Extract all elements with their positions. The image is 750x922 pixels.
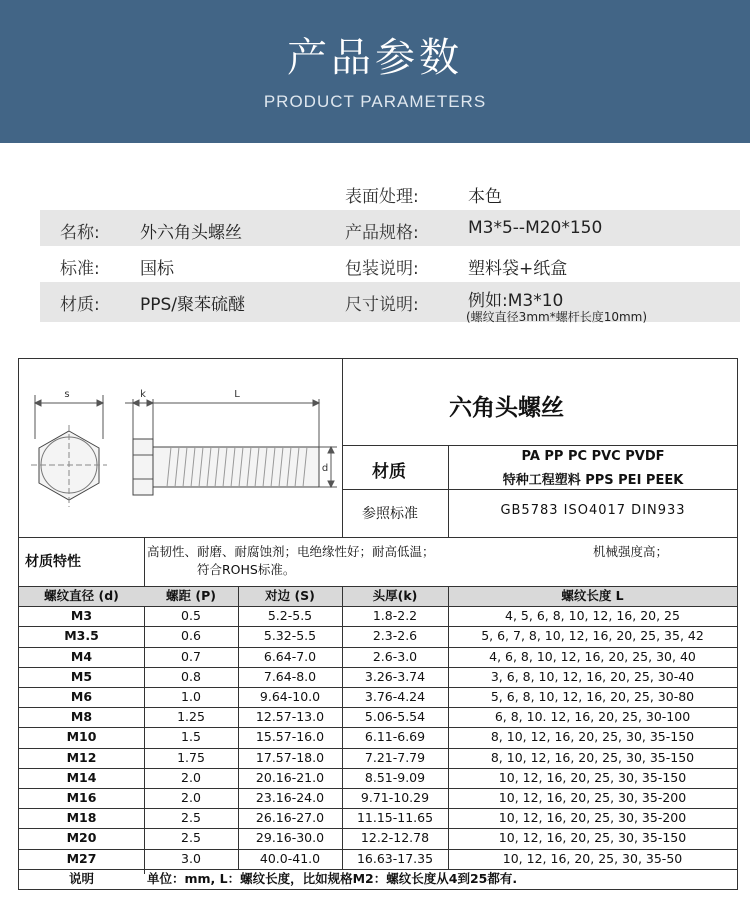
- table-cell: 0.7: [181, 648, 201, 664]
- spec-table: [18, 358, 738, 890]
- props-line-2: 符合ROHS标准。: [197, 562, 296, 577]
- table-cell: M10: [66, 729, 97, 745]
- dim-d-label: d: [321, 463, 329, 474]
- table-header-cell: 螺距 (P): [166, 588, 216, 603]
- name-label: 名称:: [60, 223, 100, 243]
- product-title: 六角头螺丝: [449, 395, 564, 421]
- table-cell: 3.76-4.24: [364, 689, 426, 704]
- table-cell: 6.11-6.69: [364, 729, 426, 745]
- table-cell: M4: [70, 648, 93, 664]
- table-cell: M27: [66, 850, 97, 866]
- table-cell: 3.0: [181, 850, 201, 866]
- table-cell: M6: [70, 689, 93, 704]
- props-line-1: 高韧性、耐磨、耐腐蚀剂；电绝缘性好；耐高低温；: [147, 544, 435, 559]
- size-value: 例如:M3*10: [468, 291, 564, 311]
- table-cell: 40.0-41.0: [259, 850, 321, 866]
- table-cell: 5.32-5.5: [263, 628, 317, 644]
- table-cell: 10, 12, 16, 20, 25, 30, 35-200: [498, 790, 687, 805]
- table-cell: 3, 6, 8, 10, 12, 16, 20, 25, 30-40: [490, 668, 695, 684]
- table-header-cell: 头厚(k): [372, 588, 418, 603]
- standard-value: 国标: [140, 259, 174, 279]
- table-cell: M12: [66, 749, 97, 765]
- standard-label: 标准:: [60, 259, 100, 279]
- table-cell: 5.2-5.5: [267, 608, 313, 624]
- table-cell: 2.6-3.0: [372, 648, 418, 664]
- table-cell: 8.51-9.09: [364, 769, 426, 785]
- note-value: 单位：mm, L：螺纹长度，比如规格M2：螺纹长度从4到25都有.: [147, 870, 518, 886]
- dim-s-label: s: [64, 389, 70, 400]
- props-label: 材质特性: [25, 554, 81, 570]
- table-cell: 7.21-7.79: [364, 749, 426, 765]
- header-banner: [0, 0, 750, 143]
- table-cell: 0.8: [181, 668, 201, 684]
- table-cell: 6, 8, 10. 12, 16, 20, 25, 30-100: [494, 709, 691, 725]
- table-cell: 10, 12, 16, 20, 25, 30, 35-200: [498, 810, 687, 826]
- table-cell: 3.26-3.74: [364, 668, 426, 684]
- bolt-drawing: [21, 367, 339, 519]
- param-row-material: [40, 282, 740, 322]
- param-row-surface: [40, 174, 740, 210]
- table-cell: 16.63-17.35: [356, 850, 434, 866]
- size-label: 尺寸说明:: [345, 295, 419, 315]
- packing-label: 包装说明:: [345, 259, 419, 279]
- table-cell: 10, 12, 16, 20, 25, 30, 35-150: [498, 830, 687, 846]
- table-header-cell: 对边 (S): [265, 588, 315, 603]
- table-cell: M8: [70, 709, 93, 725]
- table-cell: 1.8-2.2: [372, 608, 418, 624]
- table-cell: 26.16-27.0: [255, 810, 325, 826]
- table-cell: 2.0: [181, 790, 201, 805]
- packing-value: 塑料袋+纸盒: [468, 259, 568, 279]
- table-cell: 10, 12, 16, 20, 25, 30, 35-150: [498, 769, 687, 785]
- table-cell: 2.5: [181, 830, 201, 846]
- table-cell: 5, 6, 8, 10, 12, 16, 20, 25, 30-80: [490, 689, 695, 704]
- table-cell: 1.75: [177, 749, 205, 765]
- table-cell: 9.64-10.0: [259, 689, 321, 704]
- table-cell: 7.64-8.0: [263, 668, 317, 684]
- table-header-cell: 螺纹直径 (d): [44, 588, 119, 603]
- table-cell: 1.0: [181, 689, 201, 704]
- table-cell: 23.16-24.0: [255, 790, 325, 805]
- table-cell: 4, 5, 6, 8, 10, 12, 16, 20, 25: [505, 608, 680, 624]
- table-cell: 17.57-18.0: [255, 749, 325, 765]
- param-row-standard: [40, 246, 740, 282]
- table-cell: 0.5: [181, 608, 201, 624]
- spec-value: M3*5--M20*150: [468, 218, 603, 238]
- table-cell: 10, 12, 16, 20, 25, 30, 35-50: [502, 850, 683, 866]
- table-cell: 5.06-5.54: [364, 709, 426, 725]
- table-cell: M5: [70, 668, 93, 684]
- table-cell: 8, 10, 12, 16, 20, 25, 30, 35-150: [490, 729, 695, 745]
- spec-label: 产品规格:: [345, 223, 419, 243]
- table-cell: 0.6: [181, 628, 201, 644]
- surface-label: 表面处理:: [345, 187, 419, 207]
- material-value: PPS/聚苯硫醚: [140, 295, 246, 315]
- material-label: 材质:: [60, 295, 100, 315]
- material-label-cell: 材质: [372, 462, 406, 482]
- table-cell: M14: [66, 769, 97, 785]
- table-cell: 2.5: [181, 810, 201, 826]
- table-cell: 5, 6, 7, 8, 10, 12, 16, 20, 25, 35, 42: [481, 628, 704, 644]
- dim-k-label: k: [140, 389, 146, 400]
- table-cell: 1.25: [177, 709, 205, 725]
- table-cell: 9.71-10.29: [360, 790, 430, 805]
- table-cell: 4, 6, 8, 10, 12, 16, 20, 25, 30, 40: [489, 648, 696, 664]
- param-row-name: [40, 210, 740, 246]
- page-subtitle: PRODUCT PARAMETERS: [263, 92, 487, 111]
- material-line-2: 特种工程塑料 PPS PEI PEEK: [502, 473, 684, 488]
- table-cell: M3: [70, 608, 93, 624]
- standard-label-cell: 参照标准: [362, 506, 418, 522]
- dim-L-label: L: [234, 389, 240, 400]
- table-cell: 12.57-13.0: [255, 709, 325, 725]
- size-note: (螺纹直径3mm*螺杆长度10mm): [466, 310, 648, 324]
- props-extra: 机械强度高；: [593, 544, 669, 559]
- table-cell: 20.16-21.0: [255, 769, 325, 785]
- table-cell: 11.15-11.65: [356, 810, 434, 826]
- table-cell: 29.16-30.0: [255, 830, 325, 846]
- note-label: 说明: [68, 870, 94, 886]
- name-value: 外六角头螺丝: [140, 223, 242, 243]
- table-cell: 15.57-16.0: [255, 729, 325, 745]
- table-cell: M16: [66, 790, 97, 805]
- table-cell: 2.3-2.6: [372, 628, 418, 644]
- table-cell: M18: [66, 810, 97, 826]
- table-header-cell: 螺纹长度 L: [561, 588, 624, 603]
- page-title: 产品参数: [287, 35, 463, 81]
- surface-value: 本色: [468, 187, 502, 207]
- table-cell: 1.5: [181, 729, 201, 745]
- table-cell: 6.64-7.0: [263, 648, 317, 664]
- table-cell: 8, 10, 12, 16, 20, 25, 30, 35-150: [490, 749, 695, 765]
- table-cell: 12.2-12.78: [360, 830, 430, 846]
- material-line-1: PA PP PC PVC PVDF: [521, 449, 665, 464]
- table-cell: M3.5: [64, 628, 99, 644]
- standard-value-cell: GB5783 ISO4017 DIN933: [500, 503, 686, 518]
- table-cell: 2.0: [181, 769, 201, 785]
- table-cell: M20: [66, 830, 97, 846]
